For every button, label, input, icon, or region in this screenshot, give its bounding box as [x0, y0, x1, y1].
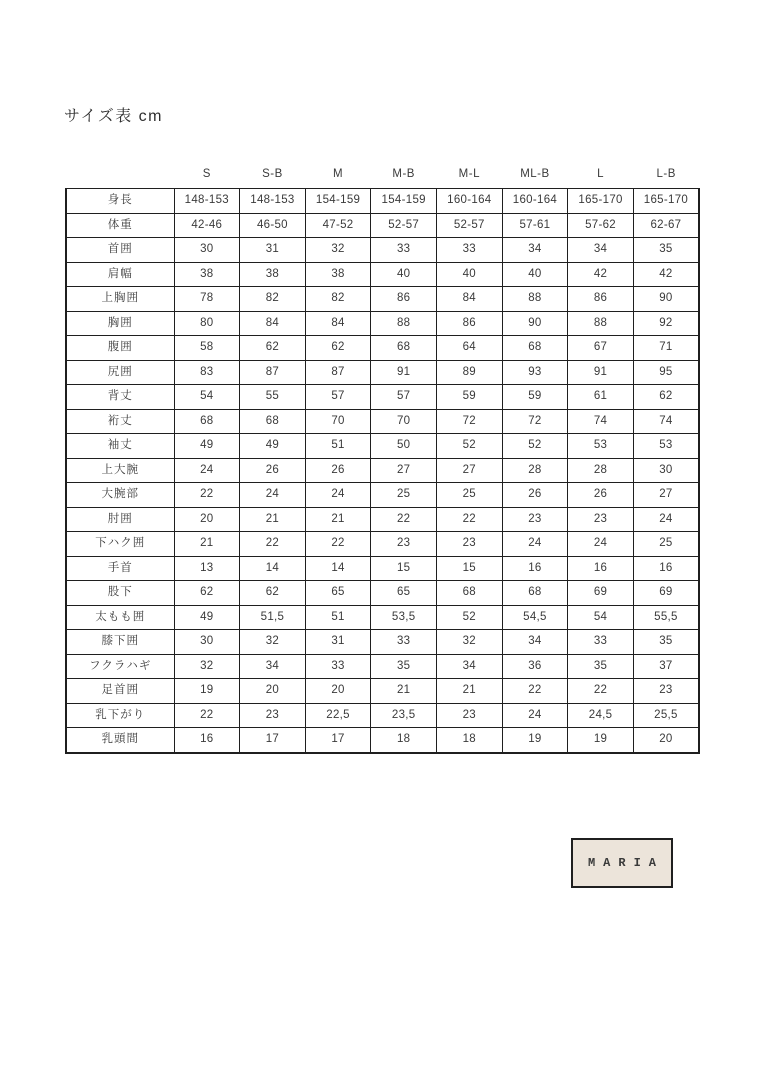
cell-ml: 33: [437, 238, 503, 263]
table-row: [66, 336, 699, 361]
cell-ml: 22: [437, 507, 503, 532]
row-label: 手首: [66, 556, 174, 581]
cell-ml: 160-164: [437, 189, 503, 214]
cell-mlb: 72: [502, 409, 568, 434]
table-row: [66, 189, 699, 214]
cell-mb: 52-57: [371, 213, 437, 238]
cell-l: 61: [568, 385, 634, 410]
cell-mlb: 54,5: [502, 605, 568, 630]
cell-l: 69: [568, 581, 634, 606]
row-label: 乳頭間: [66, 728, 174, 753]
cell-mb: 22: [371, 507, 437, 532]
cell-lb: 62-67: [633, 213, 699, 238]
cell-mlb: 52: [502, 434, 568, 459]
row-label: フクラハギ: [66, 654, 174, 679]
cell-mb: 68: [371, 336, 437, 361]
cell-mlb: 57-61: [502, 213, 568, 238]
cell-s: 21: [174, 532, 240, 557]
cell-m: 32: [305, 238, 371, 263]
cell-mlb: 22: [502, 679, 568, 704]
cell-ml: 52-57: [437, 213, 503, 238]
cell-sb: 14: [240, 556, 306, 581]
table-row: [66, 360, 699, 385]
table-row: [66, 262, 699, 287]
cell-ml: 25: [437, 483, 503, 508]
cell-m: 26: [305, 458, 371, 483]
row-label: 首囲: [66, 238, 174, 263]
cell-mb: 57: [371, 385, 437, 410]
cell-s: 19: [174, 679, 240, 704]
table-row: [66, 409, 699, 434]
table-row: [66, 630, 699, 655]
table-row: [66, 458, 699, 483]
cell-sb: 26: [240, 458, 306, 483]
cell-l: 19: [568, 728, 634, 753]
row-label: 腹囲: [66, 336, 174, 361]
column-header-ml: M-L: [458, 168, 480, 180]
cell-m: 24: [305, 483, 371, 508]
cell-l: 67: [568, 336, 634, 361]
column-header-lb: L-B: [656, 168, 676, 180]
size-table-body: [66, 189, 699, 753]
size-table-header-row: [66, 168, 699, 189]
cell-mb: 23,5: [371, 703, 437, 728]
cell-ml: 27: [437, 458, 503, 483]
cell-l: 57-62: [568, 213, 634, 238]
size-table-header: [66, 168, 699, 189]
cell-ml: 15: [437, 556, 503, 581]
cell-mlb: 16: [502, 556, 568, 581]
cell-l: 16: [568, 556, 634, 581]
cell-mb: 25: [371, 483, 437, 508]
size-table: [65, 168, 700, 754]
cell-m: 21: [305, 507, 371, 532]
column-header-s: S: [202, 168, 211, 180]
cell-m: 70: [305, 409, 371, 434]
cell-lb: 25: [633, 532, 699, 557]
column-header-l: L: [597, 168, 605, 180]
cell-sb: 24: [240, 483, 306, 508]
cell-mb: 18: [371, 728, 437, 753]
cell-mb: 65: [371, 581, 437, 606]
cell-lb: 71: [633, 336, 699, 361]
cell-mlb: 23: [502, 507, 568, 532]
cell-ml: 52: [437, 605, 503, 630]
cell-lb: 95: [633, 360, 699, 385]
cell-sb: 32: [240, 630, 306, 655]
cell-ml: 32: [437, 630, 503, 655]
cell-mlb: 90: [502, 311, 568, 336]
row-label: 下ハク囲: [66, 532, 174, 557]
cell-mb: 15: [371, 556, 437, 581]
cell-lb: 25,5: [633, 703, 699, 728]
cell-m: 87: [305, 360, 371, 385]
row-label: 胸囲: [66, 311, 174, 336]
cell-l: 23: [568, 507, 634, 532]
cell-lb: 53: [633, 434, 699, 459]
cell-sb: 148-153: [240, 189, 306, 214]
cell-sb: 31: [240, 238, 306, 263]
cell-mb: 154-159: [371, 189, 437, 214]
cell-l: 86: [568, 287, 634, 312]
row-label: 上胸囲: [66, 287, 174, 312]
cell-lb: 35: [633, 630, 699, 655]
cell-l: 34: [568, 238, 634, 263]
column-header-sb: S-B: [262, 168, 283, 180]
cell-sb: 17: [240, 728, 306, 753]
cell-mlb: 34: [502, 630, 568, 655]
cell-mlb: 68: [502, 581, 568, 606]
cell-lb: 30: [633, 458, 699, 483]
cell-s: 58: [174, 336, 240, 361]
cell-m: 22,5: [305, 703, 371, 728]
cell-lb: 55,5: [633, 605, 699, 630]
cell-ml: 34: [437, 654, 503, 679]
row-label: 裄丈: [66, 409, 174, 434]
table-row: [66, 654, 699, 679]
cell-sb: 82: [240, 287, 306, 312]
cell-m: 51: [305, 434, 371, 459]
cell-s: 42-46: [174, 213, 240, 238]
cell-mb: 33: [371, 630, 437, 655]
row-label: 乳下がり: [66, 703, 174, 728]
cell-sb: 23: [240, 703, 306, 728]
cell-lb: 69: [633, 581, 699, 606]
cell-mb: 86: [371, 287, 437, 312]
cell-l: 53: [568, 434, 634, 459]
cell-m: 31: [305, 630, 371, 655]
page-title: サイズ表 cm: [64, 108, 163, 125]
corner-cell: [66, 168, 174, 189]
cell-m: 84: [305, 311, 371, 336]
cell-mb: 50: [371, 434, 437, 459]
cell-mb: 53,5: [371, 605, 437, 630]
cell-l: 24: [568, 532, 634, 557]
cell-l: 33: [568, 630, 634, 655]
cell-lb: 90: [633, 287, 699, 312]
table-row: [66, 434, 699, 459]
cell-sb: 84: [240, 311, 306, 336]
cell-ml: 89: [437, 360, 503, 385]
cell-mb: 91: [371, 360, 437, 385]
cell-m: 154-159: [305, 189, 371, 214]
table-row: [66, 703, 699, 728]
column-header-mb: M-B: [392, 168, 415, 180]
cell-sb: 38: [240, 262, 306, 287]
cell-l: 88: [568, 311, 634, 336]
cell-m: 65: [305, 581, 371, 606]
column-header-mlb: ML-B: [520, 168, 550, 180]
cell-ml: 40: [437, 262, 503, 287]
cell-mb: 23: [371, 532, 437, 557]
row-label: 膝下囲: [66, 630, 174, 655]
cell-m: 38: [305, 262, 371, 287]
table-row: [66, 605, 699, 630]
cell-lb: 16: [633, 556, 699, 581]
row-label: 尻囲: [66, 360, 174, 385]
cell-mlb: 24: [502, 703, 568, 728]
row-label: 肘囲: [66, 507, 174, 532]
table-row: [66, 532, 699, 557]
cell-mlb: 26: [502, 483, 568, 508]
cell-lb: 62: [633, 385, 699, 410]
cell-sb: 87: [240, 360, 306, 385]
cell-sb: 51,5: [240, 605, 306, 630]
cell-s: 30: [174, 630, 240, 655]
cell-sb: 49: [240, 434, 306, 459]
table-row: [66, 507, 699, 532]
cell-sb: 21: [240, 507, 306, 532]
cell-mlb: 88: [502, 287, 568, 312]
cell-ml: 59: [437, 385, 503, 410]
table-row: [66, 311, 699, 336]
cell-s: 83: [174, 360, 240, 385]
cell-s: 32: [174, 654, 240, 679]
cell-ml: 23: [437, 703, 503, 728]
cell-m: 51: [305, 605, 371, 630]
cell-m: 17: [305, 728, 371, 753]
row-label: 足首囲: [66, 679, 174, 704]
cell-mb: 35: [371, 654, 437, 679]
cell-mb: 27: [371, 458, 437, 483]
cell-l: 54: [568, 605, 634, 630]
cell-m: 20: [305, 679, 371, 704]
cell-l: 28: [568, 458, 634, 483]
row-label: 袖丈: [66, 434, 174, 459]
cell-lb: 74: [633, 409, 699, 434]
cell-mlb: 68: [502, 336, 568, 361]
cell-l: 165-170: [568, 189, 634, 214]
cell-mb: 40: [371, 262, 437, 287]
table-row: [66, 581, 699, 606]
cell-lb: 20: [633, 728, 699, 753]
table-row: [66, 213, 699, 238]
cell-sb: 62: [240, 336, 306, 361]
cell-ml: 52: [437, 434, 503, 459]
row-label: 股下: [66, 581, 174, 606]
cell-ml: 64: [437, 336, 503, 361]
cell-sb: 20: [240, 679, 306, 704]
cell-mlb: 34: [502, 238, 568, 263]
cell-mlb: 160-164: [502, 189, 568, 214]
cell-lb: 24: [633, 507, 699, 532]
cell-m: 82: [305, 287, 371, 312]
cell-s: 22: [174, 483, 240, 508]
table-row: [66, 483, 699, 508]
cell-s: 148-153: [174, 189, 240, 214]
cell-s: 78: [174, 287, 240, 312]
cell-lb: 27: [633, 483, 699, 508]
row-label: 太もも囲: [66, 605, 174, 630]
cell-l: 42: [568, 262, 634, 287]
table-row: [66, 385, 699, 410]
cell-mlb: 36: [502, 654, 568, 679]
brand-logo-box: [571, 838, 673, 888]
cell-m: 57: [305, 385, 371, 410]
cell-s: 22: [174, 703, 240, 728]
cell-mlb: 24: [502, 532, 568, 557]
brand-logo-text: MARIA: [587, 856, 664, 870]
cell-l: 91: [568, 360, 634, 385]
cell-s: 13: [174, 556, 240, 581]
table-row: [66, 556, 699, 581]
cell-mlb: 40: [502, 262, 568, 287]
cell-s: 16: [174, 728, 240, 753]
row-label: 体重: [66, 213, 174, 238]
table-row: [66, 679, 699, 704]
row-label: 肩幅: [66, 262, 174, 287]
cell-l: 74: [568, 409, 634, 434]
cell-ml: 21: [437, 679, 503, 704]
cell-m: 14: [305, 556, 371, 581]
column-header-m: M: [333, 168, 344, 180]
table-row: [66, 238, 699, 263]
cell-s: 54: [174, 385, 240, 410]
table-row: [66, 287, 699, 312]
cell-s: 49: [174, 605, 240, 630]
cell-ml: 18: [437, 728, 503, 753]
cell-mb: 33: [371, 238, 437, 263]
row-label: 身長: [66, 189, 174, 214]
cell-mb: 70: [371, 409, 437, 434]
cell-s: 20: [174, 507, 240, 532]
cell-sb: 34: [240, 654, 306, 679]
cell-mb: 88: [371, 311, 437, 336]
cell-lb: 165-170: [633, 189, 699, 214]
cell-lb: 42: [633, 262, 699, 287]
cell-s: 38: [174, 262, 240, 287]
cell-lb: 37: [633, 654, 699, 679]
cell-sb: 55: [240, 385, 306, 410]
cell-s: 80: [174, 311, 240, 336]
cell-l: 24,5: [568, 703, 634, 728]
cell-lb: 35: [633, 238, 699, 263]
cell-sb: 22: [240, 532, 306, 557]
cell-ml: 72: [437, 409, 503, 434]
cell-m: 47-52: [305, 213, 371, 238]
cell-ml: 86: [437, 311, 503, 336]
cell-m: 33: [305, 654, 371, 679]
cell-lb: 23: [633, 679, 699, 704]
row-label: 背丈: [66, 385, 174, 410]
cell-mlb: 59: [502, 385, 568, 410]
cell-m: 62: [305, 336, 371, 361]
cell-m: 22: [305, 532, 371, 557]
cell-s: 30: [174, 238, 240, 263]
cell-ml: 68: [437, 581, 503, 606]
cell-sb: 68: [240, 409, 306, 434]
cell-sb: 46-50: [240, 213, 306, 238]
cell-s: 62: [174, 581, 240, 606]
cell-l: 35: [568, 654, 634, 679]
cell-ml: 84: [437, 287, 503, 312]
table-row: [66, 728, 699, 753]
cell-s: 49: [174, 434, 240, 459]
cell-sb: 62: [240, 581, 306, 606]
cell-mlb: 28: [502, 458, 568, 483]
cell-s: 24: [174, 458, 240, 483]
cell-ml: 23: [437, 532, 503, 557]
cell-mlb: 93: [502, 360, 568, 385]
row-label: 大腕部: [66, 483, 174, 508]
cell-l: 22: [568, 679, 634, 704]
cell-mlb: 19: [502, 728, 568, 753]
cell-l: 26: [568, 483, 634, 508]
cell-s: 68: [174, 409, 240, 434]
row-label: 上大腕: [66, 458, 174, 483]
cell-lb: 92: [633, 311, 699, 336]
cell-mb: 21: [371, 679, 437, 704]
